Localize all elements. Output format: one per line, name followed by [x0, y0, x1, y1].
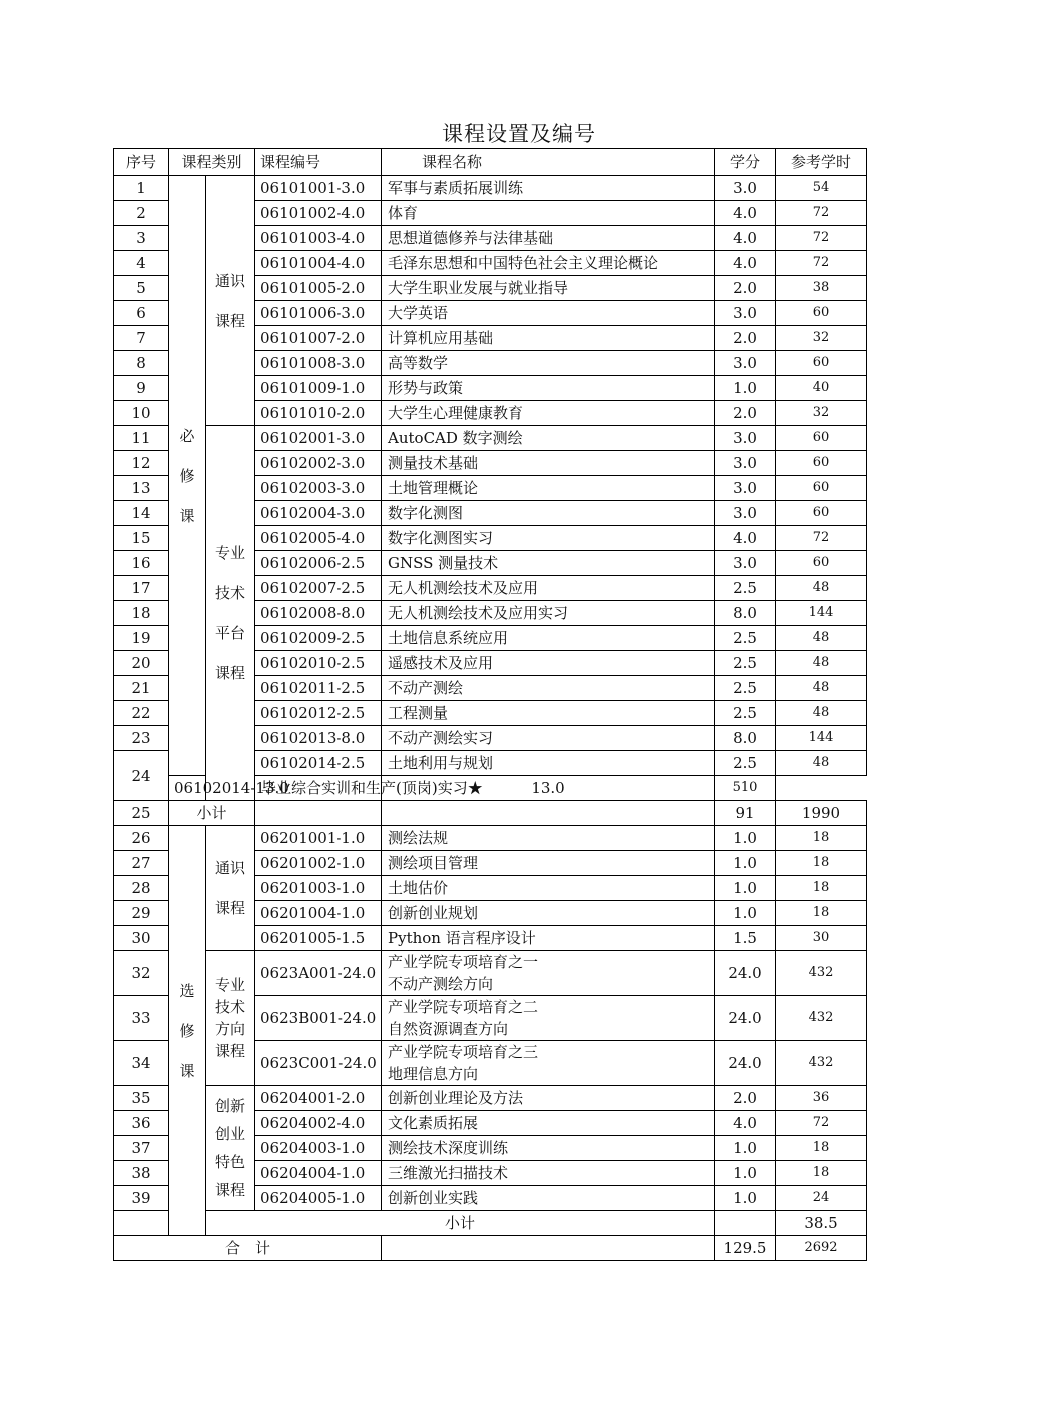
subtotal-label: 小计: [169, 801, 255, 826]
subtotal-hours: 1990: [776, 801, 867, 826]
course-credit: 1.5: [715, 926, 776, 951]
row-seq: 6: [114, 301, 169, 326]
course-name: 数字化测图实习: [382, 526, 715, 551]
row-seq: 7: [114, 326, 169, 351]
subcategory-general: 通识 课程: [206, 826, 255, 951]
course-name: 毛泽东思想和中国特色社会主义理论概论: [382, 251, 715, 276]
course-credit: 2.0: [715, 276, 776, 301]
course-hours: 48: [776, 651, 867, 676]
row-seq: 29: [114, 901, 169, 926]
course-code: 06102014-2.5: [255, 751, 382, 776]
course-name: 土地管理概论: [382, 476, 715, 501]
course-code: 06101005-2.0: [255, 276, 382, 301]
course-name: 形势与政策: [382, 376, 715, 401]
row-seq: 38: [114, 1161, 169, 1186]
course-credit: 3.0: [715, 301, 776, 326]
row-seq: 21: [114, 676, 169, 701]
empty-cell: [382, 801, 715, 826]
course-hours: 38: [776, 276, 867, 301]
course-hours: 60: [776, 501, 867, 526]
course-name: 土地估价: [382, 876, 715, 901]
row-seq: 1: [114, 176, 169, 201]
course-hours: 18: [776, 1136, 867, 1161]
row-seq: 15: [114, 526, 169, 551]
row-seq: 25: [114, 801, 169, 826]
header-hours: 参考学时: [776, 149, 867, 176]
course-hours: 48: [776, 701, 867, 726]
course-name: 土地利用与规划: [382, 751, 715, 776]
row-seq: 23: [114, 726, 169, 751]
row-seq: 19: [114, 626, 169, 651]
row-seq: 14: [114, 501, 169, 526]
course-credit: 24.0: [715, 951, 776, 996]
row-seq: 20: [114, 651, 169, 676]
header-category: 课程类别: [169, 149, 255, 176]
course-credit: 4.0: [715, 226, 776, 251]
course-credit: 2.5: [715, 626, 776, 651]
course-hours: 48: [776, 751, 867, 776]
row-seq: 36: [114, 1111, 169, 1136]
course-code: 06101002-4.0: [255, 201, 382, 226]
course-hours: 432: [776, 951, 867, 996]
course-credit: 2.5: [715, 651, 776, 676]
subcategory-general: 通识 课程: [206, 176, 255, 426]
subcategory-platform: 专业 技术 平台 课程: [206, 426, 255, 801]
row-seq: 24: [114, 751, 169, 801]
row-seq: 12: [114, 451, 169, 476]
header-credit: 学分: [715, 149, 776, 176]
course-hours: 18: [776, 851, 867, 876]
course-name: 文化素质拓展: [382, 1111, 715, 1136]
course-hours: 18: [776, 1161, 867, 1186]
course-hours: 18: [776, 876, 867, 901]
row-seq: 8: [114, 351, 169, 376]
course-credit: 1.0: [715, 826, 776, 851]
course-name: 不动产测绘实习: [382, 726, 715, 751]
course-hours: 24: [776, 1186, 867, 1211]
course-credit: 1.0: [715, 901, 776, 926]
course-code: 06102012-2.5: [255, 701, 382, 726]
course-code: 06101009-1.0: [255, 376, 382, 401]
course-code: 0623C001-24.0: [255, 1041, 382, 1086]
course-name: 土地信息系统应用: [382, 626, 715, 651]
course-hours: 48: [776, 626, 867, 651]
total-row: [114, 1236, 867, 1261]
course-credit: 3.0: [715, 176, 776, 201]
course-credit: 4.0: [715, 1111, 776, 1136]
course-hours: 432: [776, 1041, 867, 1086]
subcategory-direction: 专业 技术 方向 课程: [206, 951, 255, 1086]
course-credit: 3.0: [715, 426, 776, 451]
table-row: [114, 1086, 867, 1111]
course-code: 06102009-2.5: [255, 626, 382, 651]
total-credit: 129.5: [715, 1236, 776, 1261]
course-hours: 18: [776, 826, 867, 851]
course-code: 06102013-8.0: [255, 726, 382, 751]
row-seq: 22: [114, 701, 169, 726]
course-hours: 60: [776, 476, 867, 501]
course-name: Python 语言程序设计: [382, 926, 715, 951]
row-seq: 39: [114, 1186, 169, 1211]
course-name: 测量技术基础: [382, 451, 715, 476]
row-seq: 9: [114, 376, 169, 401]
course-hours: 18: [776, 901, 867, 926]
empty-cell: [114, 1211, 169, 1236]
table-row: [114, 951, 867, 996]
course-name: AutoCAD 数字测绘: [382, 426, 715, 451]
course-code: 06102005-4.0: [255, 526, 382, 551]
course-name: 创新创业实践: [382, 1186, 715, 1211]
row-seq: 33: [114, 996, 169, 1041]
course-credit: 13.0: [382, 776, 715, 801]
course-credit: 3.0: [715, 351, 776, 376]
course-name: 思想道德修养与法律基础: [382, 226, 715, 251]
subtotal-credit: 91: [715, 801, 776, 826]
course-code: 06204003-1.0: [255, 1136, 382, 1161]
subtotal-credit: 38.5: [776, 1211, 867, 1236]
category-required: 必 修 课: [169, 176, 206, 776]
course-name: 不动产测绘: [382, 676, 715, 701]
row-seq: 35: [114, 1086, 169, 1111]
row-seq: 32: [114, 951, 169, 996]
course-code: 06102003-3.0: [255, 476, 382, 501]
course-name: 无人机测绘技术及应用: [382, 576, 715, 601]
row-seq: 16: [114, 551, 169, 576]
course-code: 0623B001-24.0: [255, 996, 382, 1041]
row-seq: 30: [114, 926, 169, 951]
row-seq: 26: [114, 826, 169, 851]
course-credit: 1.0: [715, 851, 776, 876]
course-code: 06102008-8.0: [255, 601, 382, 626]
course-name: 测绘技术深度训练: [382, 1136, 715, 1161]
course-hours: 72: [776, 526, 867, 551]
row-seq: 37: [114, 1136, 169, 1161]
course-name: 计算机应用基础: [382, 326, 715, 351]
course-credit: 4.0: [715, 201, 776, 226]
course-credit: 3.0: [715, 451, 776, 476]
document-title: 课程设置及编号: [442, 122, 596, 146]
row-seq: 10: [114, 401, 169, 426]
header-row: [114, 149, 867, 176]
course-name: 体育: [382, 201, 715, 226]
course-name: 工程测量: [382, 701, 715, 726]
course-name: 军事与素质拓展训练: [382, 176, 715, 201]
course-credit: 24.0: [715, 1041, 776, 1086]
course-hours: 72: [776, 226, 867, 251]
row-seq: 3: [114, 226, 169, 251]
course-code: 06204004-1.0: [255, 1161, 382, 1186]
subtotal-row: [114, 1211, 867, 1236]
empty-cell: [715, 1211, 776, 1236]
course-name: 无人机测绘技术及应用实习: [382, 601, 715, 626]
table-row: [114, 426, 867, 451]
course-name: 产业学院专项培育之一 不动产测绘方向: [382, 951, 715, 996]
course-hours: 144: [776, 601, 867, 626]
course-credit: 3.0: [715, 551, 776, 576]
course-code: 06201005-1.5: [255, 926, 382, 951]
course-name: 大学英语: [382, 301, 715, 326]
course-name: 高等数学: [382, 351, 715, 376]
course-credit: 8.0: [715, 726, 776, 751]
course-hours: 36: [776, 1086, 867, 1111]
row-seq: 2: [114, 201, 169, 226]
course-code: 06204005-1.0: [255, 1186, 382, 1211]
course-hours: 60: [776, 426, 867, 451]
course-code: 06101010-2.0: [255, 401, 382, 426]
total-hours: 2692: [776, 1236, 867, 1261]
course-credit: 4.0: [715, 526, 776, 551]
subtotal-row: [114, 801, 867, 826]
header-seq: 序号: [114, 149, 169, 176]
course-code: 06101003-4.0: [255, 226, 382, 251]
course-name: 遥感技术及应用: [382, 651, 715, 676]
course-code: 06102007-2.5: [255, 576, 382, 601]
course-name: 大学生心理健康教育: [382, 401, 715, 426]
table-row: [114, 826, 867, 851]
row-seq: 11: [114, 426, 169, 451]
course-hours: 48: [776, 576, 867, 601]
course-hours: 72: [776, 201, 867, 226]
subcategory-innovation: 创新 创业 特色 课程: [206, 1086, 255, 1211]
course-hours: 40: [776, 376, 867, 401]
course-name: 测绘项目管理: [382, 851, 715, 876]
table-row: [114, 776, 867, 801]
course-name: 毕业综合实训和生产(顶岗)实习★: [255, 776, 382, 801]
course-hours: 30: [776, 926, 867, 951]
course-credit: 2.0: [715, 326, 776, 351]
course-code: 06201003-1.0: [255, 876, 382, 901]
course-hours: 32: [776, 401, 867, 426]
course-name: GNSS 测量技术: [382, 551, 715, 576]
row-seq: 27: [114, 851, 169, 876]
course-credit: 24.0: [715, 996, 776, 1041]
course-hours: 144: [776, 726, 867, 751]
course-code: 06204001-2.0: [255, 1086, 382, 1111]
row-seq: 4: [114, 251, 169, 276]
empty-cell: [255, 801, 382, 826]
table-row: [114, 176, 867, 201]
course-hours: 432: [776, 996, 867, 1041]
course-hours: 72: [776, 251, 867, 276]
course-code: 06101007-2.0: [255, 326, 382, 351]
course-code: 06102006-2.5: [255, 551, 382, 576]
course-code: 06102004-3.0: [255, 501, 382, 526]
course-credit: 1.0: [715, 1136, 776, 1161]
course-hours: 60: [776, 351, 867, 376]
course-credit: 3.0: [715, 476, 776, 501]
course-credit: 1.0: [715, 1186, 776, 1211]
course-code: 06201001-1.0: [255, 826, 382, 851]
course-code: 06102010-2.5: [255, 651, 382, 676]
course-code: 06101001-3.0: [255, 176, 382, 201]
course-hours: 48: [776, 676, 867, 701]
course-name: 数字化测图: [382, 501, 715, 526]
course-table: [113, 148, 867, 1261]
header-name: 课程名称: [382, 149, 715, 176]
course-hours: 510: [715, 776, 776, 801]
course-code: 06101008-3.0: [255, 351, 382, 376]
course-credit: 2.5: [715, 751, 776, 776]
course-code: 06101006-3.0: [255, 301, 382, 326]
course-credit: 3.0: [715, 501, 776, 526]
course-code: 06102011-2.5: [255, 676, 382, 701]
row-seq: 28: [114, 876, 169, 901]
course-credit: 1.0: [715, 1161, 776, 1186]
course-hours: 72: [776, 1111, 867, 1136]
course-credit: 1.0: [715, 876, 776, 901]
course-name: 创新创业规划: [382, 901, 715, 926]
course-name: 产业学院专项培育之二 自然资源调查方向: [382, 996, 715, 1041]
row-seq: 13: [114, 476, 169, 501]
course-credit: 8.0: [715, 601, 776, 626]
empty-cell: [382, 1236, 715, 1261]
course-credit: 4.0: [715, 251, 776, 276]
header-code: 课程编号: [255, 149, 382, 176]
course-name: 产业学院专项培育之三 地理信息方向: [382, 1041, 715, 1086]
course-code: 06102014-13.0: [169, 776, 206, 801]
category-elective: 选 修 课: [169, 826, 206, 1236]
course-code: 06201002-1.0: [255, 851, 382, 876]
row-seq: 5: [114, 276, 169, 301]
total-label: 合 计: [114, 1236, 382, 1261]
course-credit: 2.0: [715, 401, 776, 426]
course-hours: 32: [776, 326, 867, 351]
course-name: 大学生职业发展与就业指导: [382, 276, 715, 301]
course-hours: 54: [776, 176, 867, 201]
course-code: 06201004-1.0: [255, 901, 382, 926]
course-name: 创新创业理论及方法: [382, 1086, 715, 1111]
subtotal-label: 小计: [206, 1211, 715, 1236]
course-code: 06204002-4.0: [255, 1111, 382, 1136]
course-credit: 2.5: [715, 676, 776, 701]
course-code: 06101004-4.0: [255, 251, 382, 276]
course-credit: 2.0: [715, 1086, 776, 1111]
course-credit: 1.0: [715, 376, 776, 401]
course-code: 06102001-3.0: [255, 426, 382, 451]
course-credit: 2.5: [715, 576, 776, 601]
row-seq: 18: [114, 601, 169, 626]
course-credit: 2.5: [715, 701, 776, 726]
course-code: 0623A001-24.0: [255, 951, 382, 996]
course-hours: 60: [776, 451, 867, 476]
course-code: 06102002-3.0: [255, 451, 382, 476]
course-hours: 60: [776, 301, 867, 326]
row-seq: 17: [114, 576, 169, 601]
course-hours: 60: [776, 551, 867, 576]
course-name: 三维激光扫描技术: [382, 1161, 715, 1186]
row-seq: 34: [114, 1041, 169, 1086]
course-name: 测绘法规: [382, 826, 715, 851]
